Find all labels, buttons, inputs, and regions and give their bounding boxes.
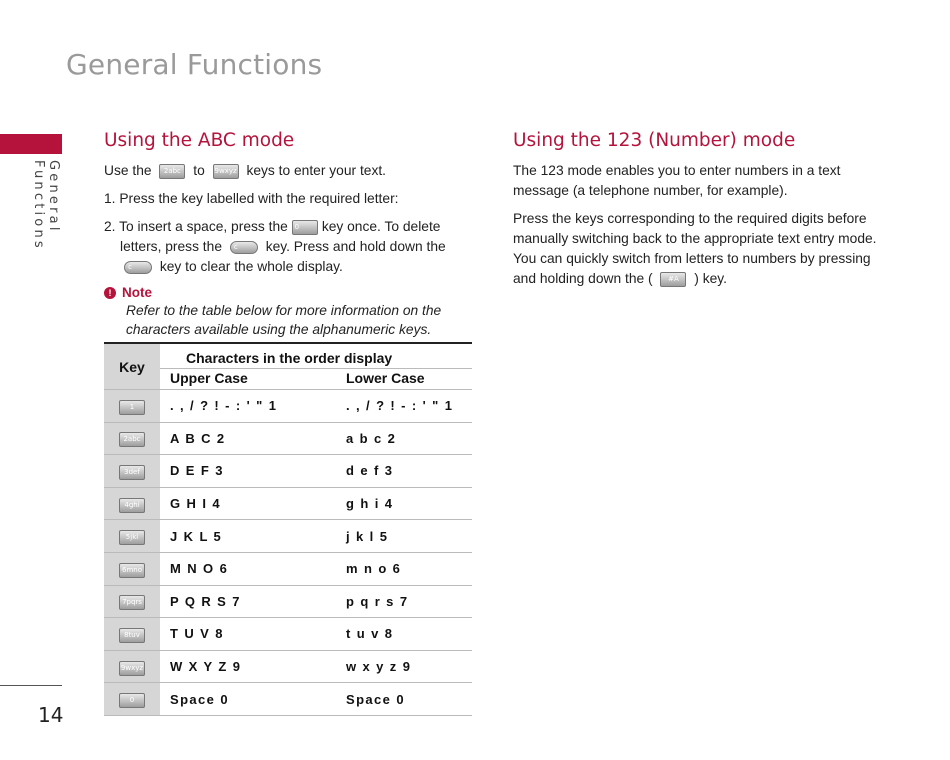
- lower-case-cell: . , / ? ! - : ' " 1: [336, 390, 472, 423]
- table-row: [104, 487, 472, 520]
- upper-case-cell: T U V 8: [160, 618, 336, 651]
- footer-divider: [0, 685, 62, 686]
- upper-case-cell: M N O 6: [160, 552, 336, 585]
- page-number: 14: [38, 703, 64, 727]
- intro-text-mid: to: [193, 163, 205, 178]
- keypad-key-icon: 4ghi: [119, 498, 145, 513]
- abc-step-2: [104, 217, 474, 277]
- lower-case-cell: g h i 4: [336, 487, 472, 520]
- number-mode-heading: Using the 123 (Number) mode: [513, 130, 796, 151]
- key-0-space-icon: 0: [292, 220, 318, 235]
- abc-mode-heading: Using the ABC mode: [104, 130, 295, 151]
- upper-case-cell: W X Y Z 9: [160, 650, 336, 683]
- table-row: [104, 585, 472, 618]
- side-section-label: General Functions: [31, 160, 61, 251]
- table-header-key: Key: [104, 343, 160, 390]
- hash-key-icon: #A: [660, 272, 686, 287]
- table-row: [104, 650, 472, 683]
- lower-case-cell: j k l 5: [336, 520, 472, 553]
- lower-case-cell: d e f 3: [336, 455, 472, 488]
- lower-case-cell: Space 0: [336, 683, 472, 716]
- para2-text-start: Press the keys corresponding to the required digits before manually switching back to the appropriate text entry mode. You can quickly switch from letters to numbers by pressing and holding down the (: [513, 211, 877, 286]
- table-row: [104, 520, 472, 553]
- lower-case-cell: t u v 8: [336, 618, 472, 651]
- keypad-key-icon: 6mno: [119, 563, 145, 578]
- keypad-key-icon: 9wxyz: [119, 661, 145, 676]
- intro-text-end: keys to enter your text.: [246, 163, 387, 178]
- upper-case-cell: Space 0: [160, 683, 336, 716]
- upper-case-cell: P Q R S 7: [160, 585, 336, 618]
- step2-text-c: key. Press and hold down the: [265, 239, 446, 254]
- section-marker-bar: [0, 134, 62, 154]
- step2-text-b: key once. To delete letters, press the: [120, 219, 441, 254]
- table-header-upper-case: Upper Case: [160, 369, 336, 390]
- lower-case-cell: a b c 2: [336, 422, 472, 455]
- clear-key-hold-icon: c: [124, 261, 152, 274]
- key-2-icon: 2abc: [159, 164, 185, 179]
- key-cell: [104, 650, 160, 683]
- upper-case-cell: A B C 2: [160, 422, 336, 455]
- keypad-key-icon: 5jkl: [119, 530, 145, 545]
- keypad-key-icon: 3def: [119, 465, 145, 480]
- table-header-lower-case: Lower Case: [336, 369, 472, 390]
- upper-case-cell: J K L 5: [160, 520, 336, 553]
- key-cell: [104, 487, 160, 520]
- key-cell: [104, 618, 160, 651]
- lower-case-cell: m n o 6: [336, 552, 472, 585]
- note-header: [104, 285, 474, 300]
- keypad-key-icon: 1: [119, 400, 145, 415]
- step2-text-d: key to clear the whole display.: [159, 259, 343, 274]
- key-cell: [104, 683, 160, 716]
- abc-intro: [104, 161, 474, 181]
- number-mode-para-1: The 123 mode enables you to enter numbers in a text message (a telephone number, for example).: [513, 163, 841, 198]
- key-cell: [104, 520, 160, 553]
- upper-case-cell: D E F 3: [160, 455, 336, 488]
- table-row: [104, 390, 472, 423]
- number-mode-para-2: [513, 209, 893, 289]
- table-row: [104, 552, 472, 585]
- table-row: [104, 618, 472, 651]
- note-text: Refer to the table below for more information on the characters available using the alphanumeric keys.: [126, 303, 442, 337]
- table-row: [104, 683, 472, 716]
- intro-text-start: Use the: [104, 163, 152, 178]
- lower-case-cell: w x y z 9: [336, 650, 472, 683]
- abc-mode-section: [104, 130, 474, 339]
- keypad-key-icon: 8tuv: [119, 628, 145, 643]
- page-title: General Functions: [66, 48, 323, 81]
- table-row: [104, 455, 472, 488]
- table-header-characters: Characters in the order display: [160, 343, 472, 369]
- abc-step-1: 1. Press the key labelled with the required letter:: [104, 191, 399, 206]
- key-cell: [104, 422, 160, 455]
- keypad-key-icon: 2abc: [119, 432, 145, 447]
- upper-case-cell: G H I 4: [160, 487, 336, 520]
- key-9-icon: 9wxyz: [213, 164, 239, 179]
- note-label: Note: [122, 285, 152, 300]
- number-mode-section: [513, 130, 893, 297]
- key-cell: [104, 455, 160, 488]
- table-row: [104, 422, 472, 455]
- para2-text-end: ) key.: [694, 271, 728, 286]
- character-table: [104, 342, 472, 716]
- clear-key-icon: c: [230, 241, 258, 254]
- lower-case-cell: p q r s 7: [336, 585, 472, 618]
- key-cell: [104, 390, 160, 423]
- note-alert-icon: !: [104, 287, 116, 299]
- keypad-key-icon: 0: [119, 693, 145, 708]
- keypad-key-icon: 7pqrs: [119, 595, 145, 610]
- key-cell: [104, 585, 160, 618]
- step2-text-a: 2. To insert a space, press the: [104, 219, 288, 234]
- upper-case-cell: . , / ? ! - : ' " 1: [160, 390, 336, 423]
- key-cell: [104, 552, 160, 585]
